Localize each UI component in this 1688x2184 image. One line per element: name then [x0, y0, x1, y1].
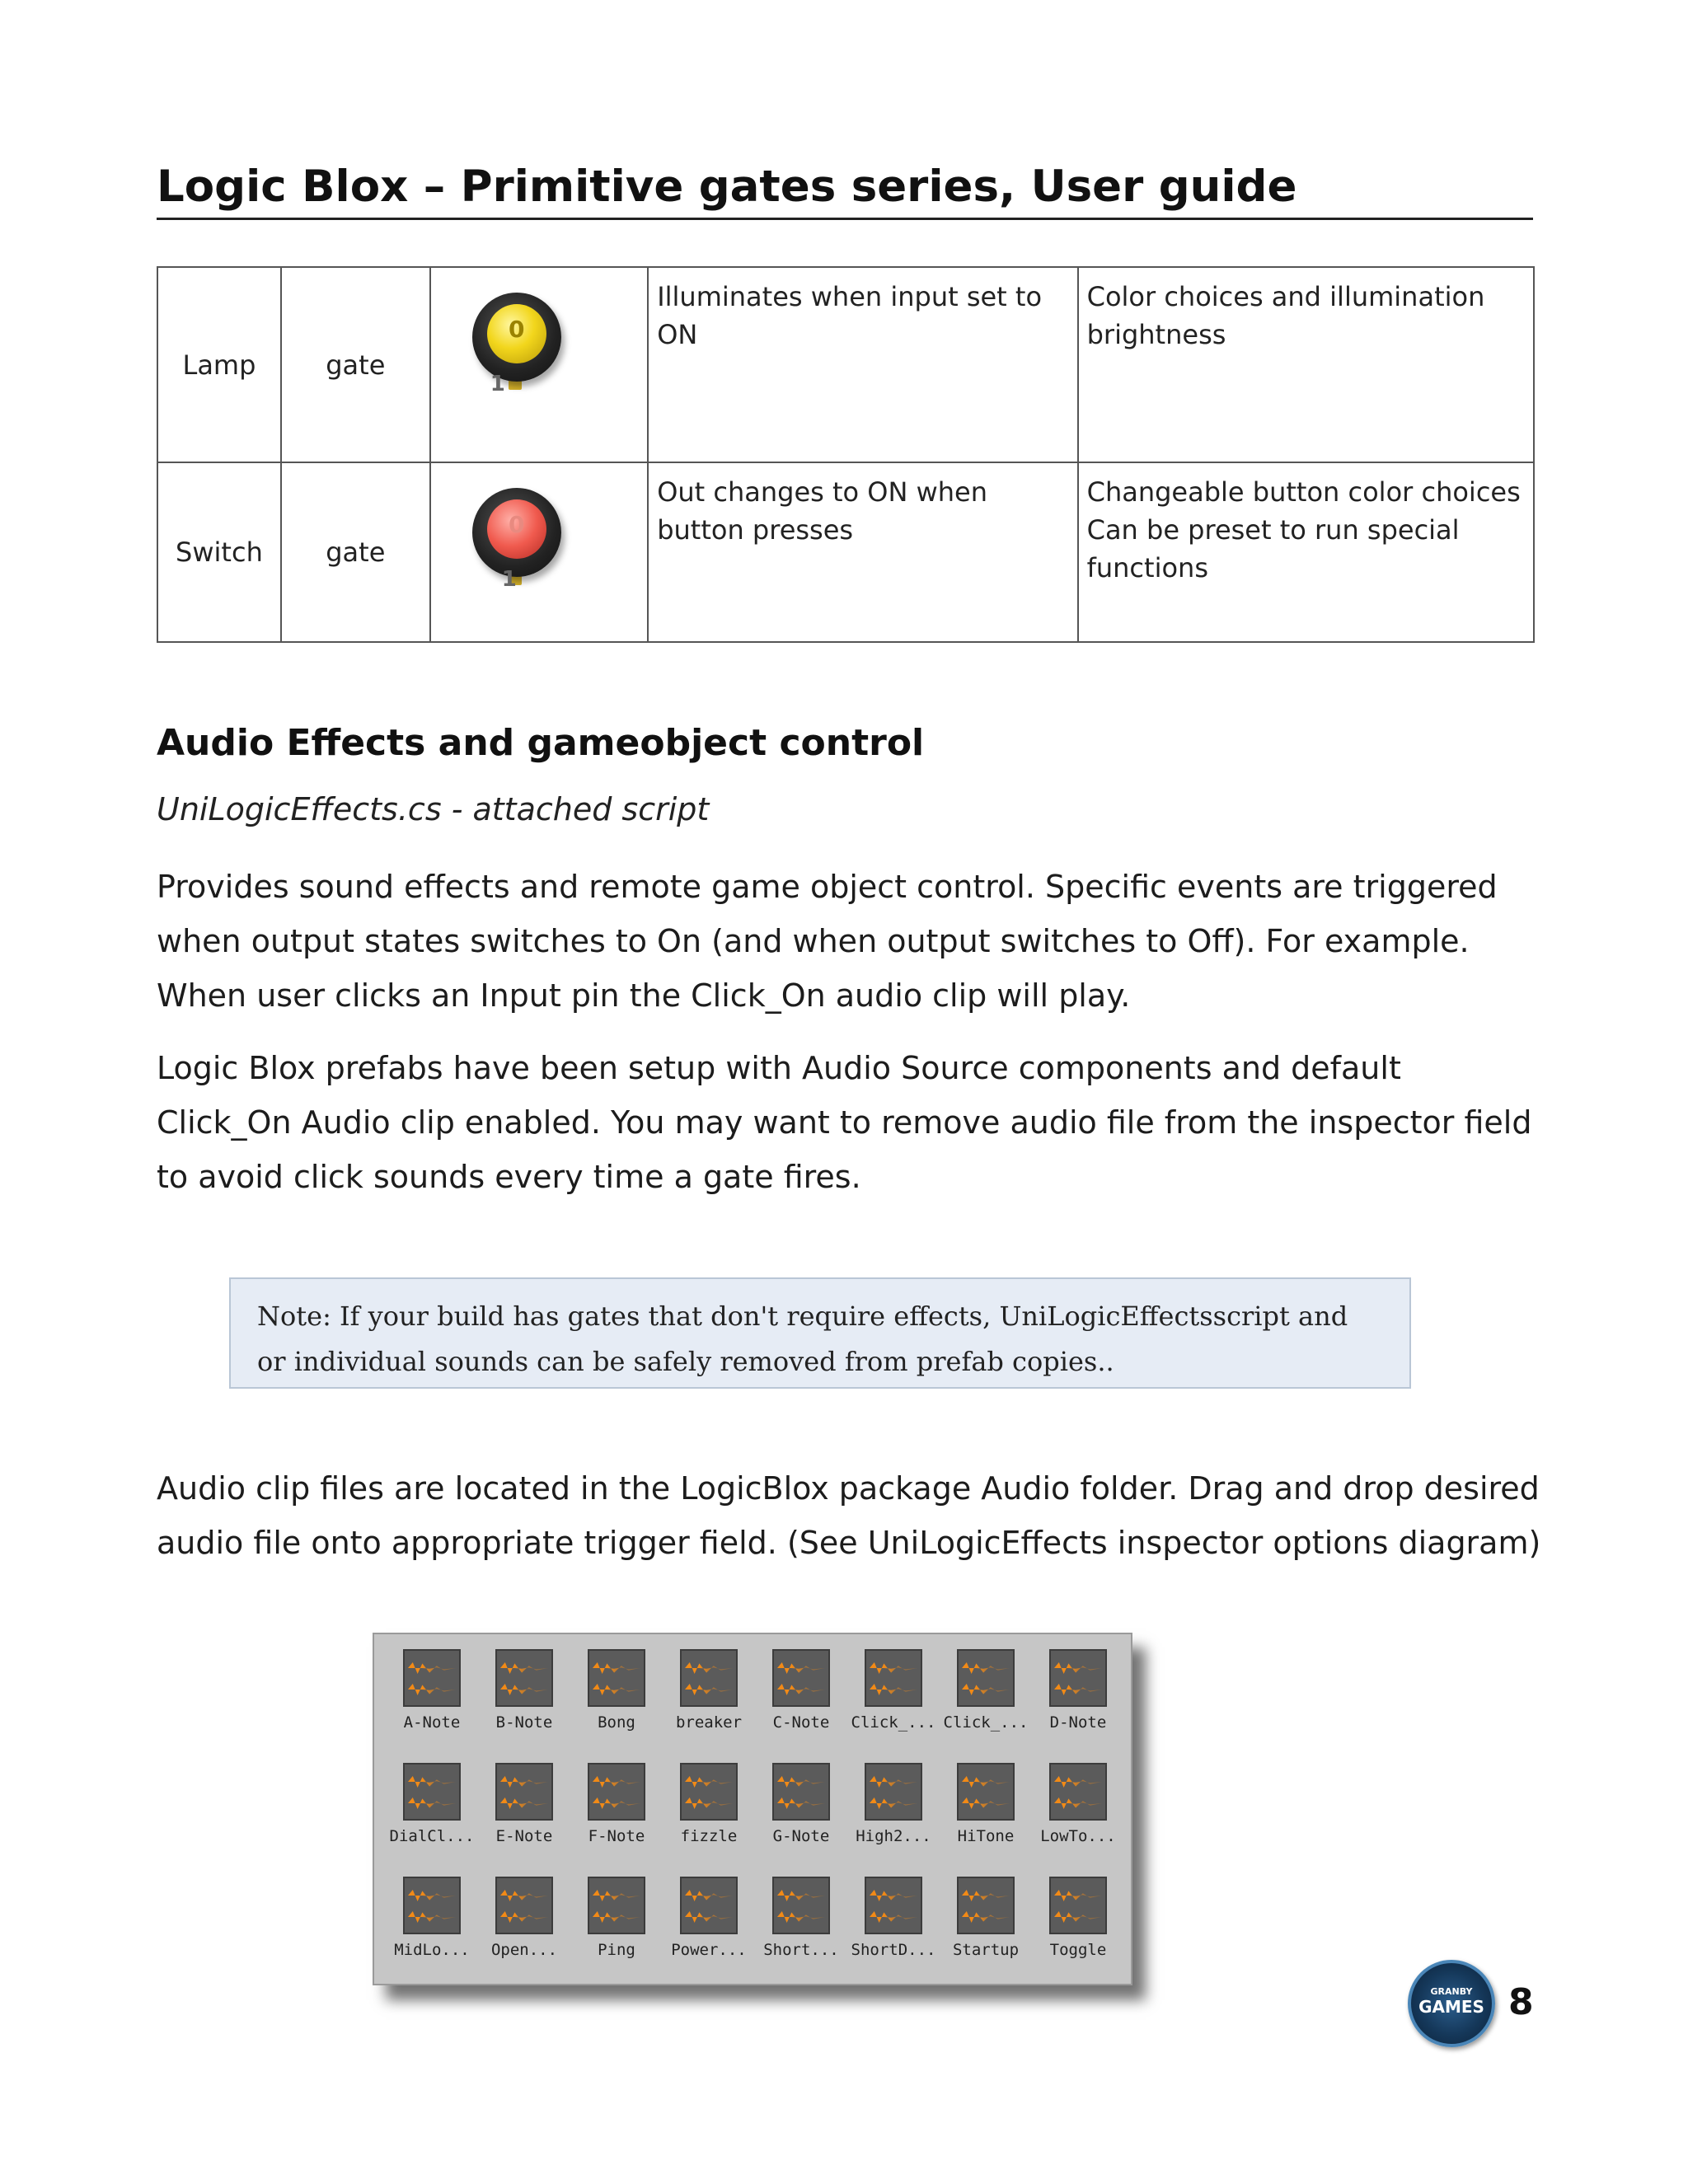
- audio-waveform-icon: [403, 1763, 461, 1821]
- audio-clip-item[interactable]: [940, 1763, 1032, 1877]
- logo-text: GRANBY: [1430, 1986, 1473, 1997]
- audio-waveform-icon: [957, 1763, 1015, 1821]
- audio-clip-item[interactable]: [847, 1649, 940, 1763]
- audio-clip-label: Open...: [490, 1941, 558, 1959]
- audio-clip-item[interactable]: [478, 1649, 570, 1763]
- table-row-lamp: [157, 267, 1534, 462]
- cap-label: 0: [508, 511, 525, 538]
- audio-waveform-icon: [1049, 1763, 1107, 1821]
- audio-waveform-icon: [957, 1649, 1015, 1707]
- paragraph: Logic Blox prefabs have been setup with Audio Source components and default Click_On Audio clip enabled. You may want to remove audio file from the inspector field to avoid click sounds every time a gate fires.: [157, 1050, 1532, 1195]
- paragraph: Audio clip files are located in the LogicBlox package Audio folder. Drag and drop desired audio file onto appropriate trigger field. (See UniLogicEffects inspector options diagram): [157, 1470, 1541, 1561]
- audio-clip-item[interactable]: [386, 1877, 478, 1990]
- audio-clip-label: F-Note: [588, 1827, 645, 1845]
- audio-clip-item[interactable]: [1032, 1877, 1124, 1990]
- gate-description: Illuminates when input set to ON: [648, 267, 1077, 462]
- audio-clip-item[interactable]: [663, 1877, 755, 1990]
- audio-clip-label: DialCl...: [389, 1827, 475, 1845]
- gate-table: [157, 266, 1535, 643]
- audio-clip-grid: [386, 1649, 1124, 1990]
- audio-waveform-icon: [957, 1877, 1015, 1934]
- audio-waveform-icon: [588, 1877, 645, 1934]
- audio-clip-label: Click_...: [851, 1713, 936, 1732]
- audio-clip-label: fizzle: [680, 1827, 738, 1845]
- cap-label: 0: [508, 316, 525, 343]
- output-label: 1: [501, 567, 517, 592]
- audio-clip-label: MidLo...: [394, 1941, 470, 1959]
- audio-waveform-icon: [588, 1763, 645, 1821]
- audio-clip-label: G-Note: [772, 1827, 830, 1845]
- audio-clip-label: Short...: [763, 1941, 839, 1959]
- audio-clip-item[interactable]: [847, 1763, 940, 1877]
- audio-waveform-icon: [1049, 1877, 1107, 1934]
- audio-waveform-icon: [680, 1649, 738, 1707]
- audio-clip-item[interactable]: [1032, 1649, 1124, 1763]
- audio-clip-label: B-Note: [495, 1713, 553, 1732]
- audio-clip-label: A-Note: [403, 1713, 461, 1732]
- audio-waveform-icon: [495, 1763, 553, 1821]
- audio-waveform-icon: [403, 1649, 461, 1707]
- audio-clip-item[interactable]: [386, 1763, 478, 1877]
- section-heading: Audio Effects and gameobject control: [157, 722, 925, 764]
- audio-clip-label: D-Note: [1049, 1713, 1107, 1732]
- audio-waveform-icon: [680, 1877, 738, 1934]
- audio-clip-label: breaker: [675, 1713, 743, 1732]
- audio-clip-item[interactable]: [386, 1649, 478, 1763]
- audio-clip-item[interactable]: [478, 1877, 570, 1990]
- audio-clip-label: ShortD...: [851, 1941, 936, 1959]
- audio-clip-item[interactable]: [1032, 1763, 1124, 1877]
- audio-clip-item[interactable]: [570, 1877, 663, 1990]
- switch-gate-icon: [472, 488, 563, 592]
- audio-clip-label: High2...: [856, 1827, 931, 1845]
- audio-clip-item[interactable]: [755, 1763, 847, 1877]
- audio-clip-item[interactable]: [663, 1649, 755, 1763]
- audio-clip-item[interactable]: [570, 1649, 663, 1763]
- audio-clip-item[interactable]: [755, 1649, 847, 1763]
- audio-clip-item[interactable]: [478, 1763, 570, 1877]
- audio-clip-label: HiTone: [957, 1827, 1015, 1845]
- audio-waveform-icon: [1049, 1649, 1107, 1707]
- gate-type: gate: [281, 462, 430, 642]
- audio-clip-label: Power...: [671, 1941, 747, 1959]
- audio-clip-item[interactable]: [663, 1763, 755, 1877]
- audio-waveform-icon: [772, 1763, 830, 1821]
- audio-waveform-icon: [865, 1877, 922, 1934]
- audio-clip-label: Click_...: [943, 1713, 1029, 1732]
- page-number: 8: [1508, 1981, 1534, 2023]
- audio-clip-item[interactable]: [940, 1877, 1032, 1990]
- audio-waveform-icon: [680, 1763, 738, 1821]
- lamp-gate-icon: [472, 293, 563, 396]
- audio-waveform-icon: [588, 1649, 645, 1707]
- gate-description: Out changes to ON when button presses: [648, 462, 1077, 642]
- audio-waveform-icon: [403, 1877, 461, 1934]
- gate-name: Switch: [157, 462, 281, 642]
- audio-clip-label: Startup: [952, 1941, 1020, 1959]
- audio-clip-item[interactable]: [570, 1763, 663, 1877]
- table-row-switch: [157, 462, 1534, 642]
- audio-waveform-icon: [495, 1649, 553, 1707]
- logo-text: GAMES: [1418, 1997, 1484, 2017]
- gate-notes: Color choices and illumination brightness: [1078, 267, 1534, 462]
- audio-clip-item[interactable]: [847, 1877, 940, 1990]
- audio-waveform-icon: [495, 1877, 553, 1934]
- gate-type: gate: [281, 267, 430, 462]
- gate-name: Lamp: [157, 267, 281, 462]
- audio-clip-panel: [373, 1633, 1132, 1985]
- output-label: 1: [490, 372, 505, 396]
- audio-clip-label: E-Note: [495, 1827, 553, 1845]
- audio-waveform-icon: [865, 1763, 922, 1821]
- audio-clip-label: Toggle: [1049, 1941, 1107, 1959]
- audio-waveform-icon: [865, 1649, 922, 1707]
- audio-clip-item[interactable]: [755, 1877, 847, 1990]
- note-box: Note: If your build has gates that don't require effects, UniLogicEffectsscript and or individual sounds can be safely removed from prefab copies..: [229, 1277, 1411, 1389]
- paragraph: Provides sound effects and remote game object control. Specific events are triggered when output states switches to On (and when output switches to Off). For example. When user clicks an Input pin the Click_On audio clip will play.: [157, 869, 1498, 1014]
- gate-notes: Changeable button color choices Can be preset to run special functions: [1078, 462, 1534, 642]
- audio-clip-label: LowTo...: [1040, 1827, 1116, 1845]
- audio-clip-item[interactable]: [940, 1649, 1032, 1763]
- script-subtitle: UniLogicEffects.cs - attached script: [157, 791, 710, 827]
- page-title: Logic Blox – Primitive gates series, User guide: [157, 158, 1533, 220]
- audio-clip-label: Ping: [598, 1941, 635, 1959]
- audio-waveform-icon: [772, 1649, 830, 1707]
- granby-games-logo: [1408, 1960, 1495, 2047]
- audio-clip-label: C-Note: [772, 1713, 830, 1732]
- audio-clip-label: Bong: [598, 1713, 635, 1732]
- audio-waveform-icon: [772, 1877, 830, 1934]
